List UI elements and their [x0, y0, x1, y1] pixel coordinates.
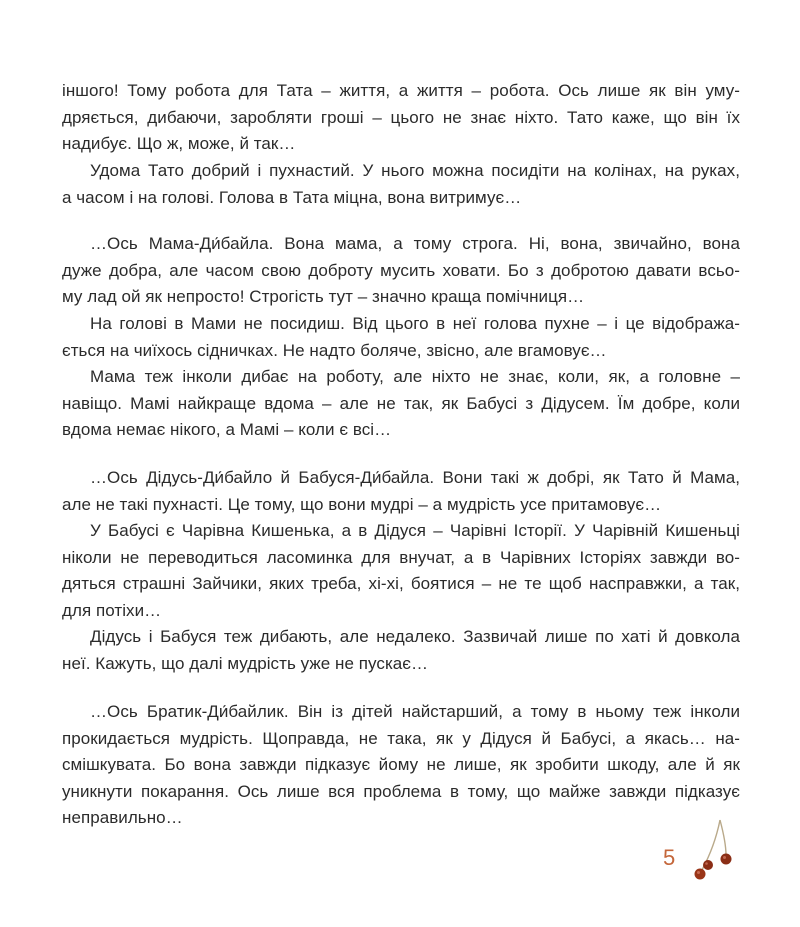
text-line: а часом і на голові. Голова в Тата міцна, вона витримує…: [62, 187, 522, 207]
text-line: …Ось Мама-Ди́байла. Вона мама, а тому строга. Ні, вона, звичайно, вона: [90, 234, 740, 253]
text-line: Удома Тато добрий і пухнастий. У нього можна посидіти на колінах, на руках,: [90, 161, 740, 180]
text-line: уникнути покарання. Ось лише вся проблема в тому, що майже завжди підказує: [62, 781, 740, 801]
text-line: У Бабусі є Чарівна Кишенька, а в Дідуся – Чарівні Історії. У Чарівній Кишеньці: [90, 521, 740, 540]
text-line: Мама теж інколи дибає на роботу, але ніхто не знає, коли, як, а головне –: [90, 367, 740, 386]
paragraph: [62, 624, 740, 677]
text-line: надибує. Що ж, може, й так…: [62, 134, 296, 153]
text-line: для потіхи…: [62, 600, 162, 620]
text-line: му лад ой як непросто! Строгість тут – значно краща помічниця…: [62, 287, 585, 306]
text-line: неправильно…: [62, 808, 183, 827]
text-line: іншого! Тому робота для Тата – життя, а життя – робота. Ось лише як він уму-: [62, 81, 740, 100]
text-line: смішкувата. Бо вона завжди підказує йому не лише, як зробити шкоду, але й як: [62, 755, 740, 774]
page-number: 5: [663, 845, 676, 870]
text-line: ється на чиїхось сідничках. Не надто боляче, звісно, але вгамовує…: [62, 340, 607, 360]
text-line: вдома немає нікого, а Мамі – коли є всі…: [62, 420, 392, 439]
paragraph: [62, 78, 740, 158]
paragraph: [62, 699, 740, 832]
text-line: дяться страшні Зайчики, яких треба, хі-хі, боятися – не те щоб насправжки, а так,: [62, 574, 740, 593]
text-line: але не такі пухнасті. Це тому, що вони мудрі – а мудрість усе притамовує…: [62, 494, 662, 514]
text-line: ніколи не переводиться ласоминка для внучат, а в Чарівних Історіях завжди во-: [62, 547, 740, 567]
text-line: неї. Кажуть, що далі мудрість уже не пускає…: [62, 653, 429, 673]
text-line: Дідусь і Бабуся теж дибають, але недалеко. Зазвичай лише по хаті й довкола: [90, 627, 740, 646]
paragraph: [62, 465, 740, 518]
paragraph: [62, 518, 740, 624]
paragraph: [62, 311, 740, 364]
text-line: На голові в Мами не посидиш. Від цього в неї голова пухне – і це відобража-: [90, 314, 740, 333]
cherries-icon: [680, 815, 740, 895]
text-line: дуже добра, але часом свою доброту мусить ховати. Бо з добротою давати всьо-: [62, 260, 740, 280]
paragraph: [62, 364, 740, 444]
text-line: навіщо. Мамі найкраще вдома – але не так, як Бабусі з Дідусем. Їм добре, коли: [62, 393, 740, 413]
text-line: …Ось Братик-Ди́байлик. Він із дітей найстарший, а тому в ньому теж інколи: [90, 702, 740, 721]
text-line: прокидається мудрість. Щоправда, не така, як у Дідуся й Бабусі, а якась… на-: [62, 728, 740, 748]
text-line: дряється, дибаючи, заробляти гроші – цього не знає ніхто. Тато каже, що він їх: [62, 107, 740, 127]
text-line: …Ось Дідусь-Ди́байло й Бабуся-Ди́байла. Вони такі ж добрі, як Тато й Мама,: [90, 468, 740, 487]
paragraph: [62, 231, 740, 311]
paragraph: [62, 158, 740, 211]
